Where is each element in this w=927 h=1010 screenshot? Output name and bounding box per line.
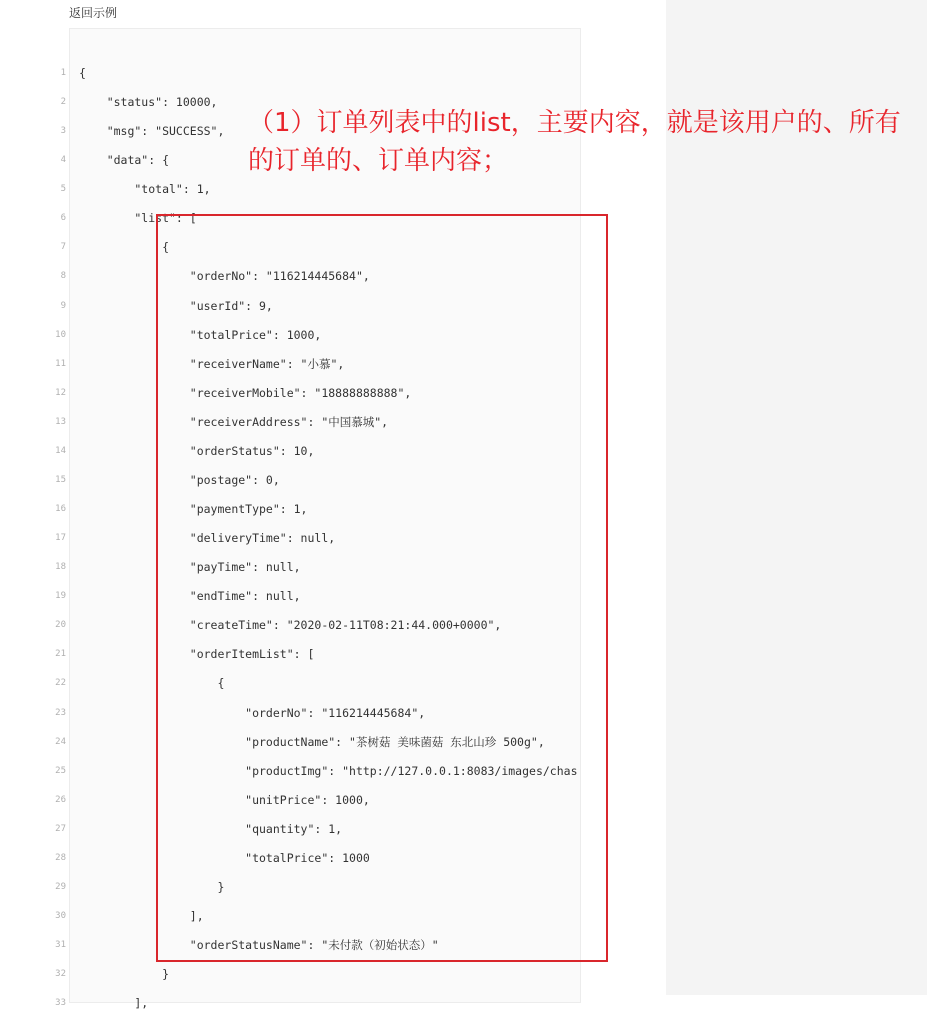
line-number: 10: [55, 329, 66, 340]
line-number: 18: [55, 562, 66, 573]
line-number: 21: [55, 649, 66, 660]
line-number: 9: [60, 300, 66, 311]
line-number: 11: [55, 358, 66, 369]
line-number: 33: [55, 998, 66, 1009]
code-line: "receiverName": "小慕",: [79, 356, 345, 371]
code-line: {: [79, 240, 170, 255]
code-line: "unitPrice": 1000,: [79, 792, 370, 807]
code-line: "orderStatusName": "未付款（初始状态）": [79, 938, 439, 953]
code-line: "status": 10000,: [79, 95, 218, 110]
line-number: 32: [55, 969, 66, 980]
code-line: "total": 1,: [79, 182, 211, 197]
line-number: 17: [55, 533, 66, 544]
line-number: 19: [55, 591, 66, 602]
line-number: 8: [60, 271, 66, 282]
code-line: }: [79, 879, 225, 894]
line-number: 20: [55, 620, 66, 631]
code-line: "totalPrice": 1000,: [79, 327, 322, 342]
code-line: "orderNo": "116214445684",: [79, 269, 370, 284]
line-number: 29: [55, 881, 66, 892]
code-line: "quantity": 1,: [79, 821, 343, 836]
code-line: "totalPrice": 1000: [79, 850, 370, 865]
annotation-text: （1）订单列表中的list，主要内容，就是该用户的、所有的订单的、订单内容；: [248, 108, 901, 176]
line-number: 6: [60, 213, 66, 224]
code-line: {: [79, 676, 225, 691]
line-number: 30: [55, 911, 66, 922]
code-line: "orderItemList": [: [79, 647, 315, 662]
line-number: 25: [55, 765, 66, 776]
code-line: }: [79, 967, 170, 982]
code-line: "postage": 0,: [79, 472, 280, 487]
line-number: 27: [55, 823, 66, 834]
line-number: 28: [55, 852, 66, 863]
list-highlight-box: [156, 214, 608, 962]
code-line: "endTime": null,: [79, 589, 301, 604]
section-title: 返回示例: [69, 6, 118, 20]
code-line: "payTime": null,: [79, 560, 301, 575]
code-line: {: [79, 66, 86, 80]
line-number: 1: [60, 68, 66, 78]
code-line: ],: [79, 909, 204, 924]
line-number: 5: [60, 184, 66, 195]
code-line: "createTime": "2020-02-11T08:21:44.000+0000",: [79, 618, 502, 633]
line-number: 14: [55, 445, 66, 456]
line-number: 15: [55, 474, 66, 485]
code-line: "paymentType": 1,: [79, 502, 308, 517]
line-number: 24: [55, 736, 66, 747]
line-number: 16: [55, 504, 66, 515]
code-line: "list": [: [79, 211, 197, 226]
line-number: 22: [55, 678, 66, 689]
line-number: 23: [55, 707, 66, 718]
line-number: 7: [60, 242, 66, 253]
code-line: ],: [79, 996, 149, 1010]
line-number: 2: [60, 97, 66, 108]
code-line: "deliveryTime": null,: [79, 531, 336, 546]
code-line: "receiverAddress": "中国慕城",: [79, 414, 389, 429]
code-line: "receiverMobile": "18888888888",: [79, 385, 412, 400]
code-line: "orderStatus": 10,: [79, 443, 315, 458]
line-number: 4: [60, 155, 66, 166]
line-number: 3: [60, 126, 66, 137]
code-line: "productName": "茶树菇 美味菌菇 东北山珍 500g",: [79, 734, 545, 749]
code-line: "msg": "SUCCESS",: [79, 124, 225, 139]
line-number: 26: [55, 794, 66, 805]
line-number: 31: [55, 940, 66, 951]
line-number: 13: [55, 416, 66, 427]
code-line: "orderNo": "116214445684",: [79, 705, 426, 720]
line-number: 12: [55, 387, 66, 398]
code-line: "data": {: [79, 153, 170, 168]
code-line: "productImg": "http://127.0.0.1:8083/images/chas: [79, 763, 578, 778]
code-line: "userId": 9,: [79, 298, 273, 313]
